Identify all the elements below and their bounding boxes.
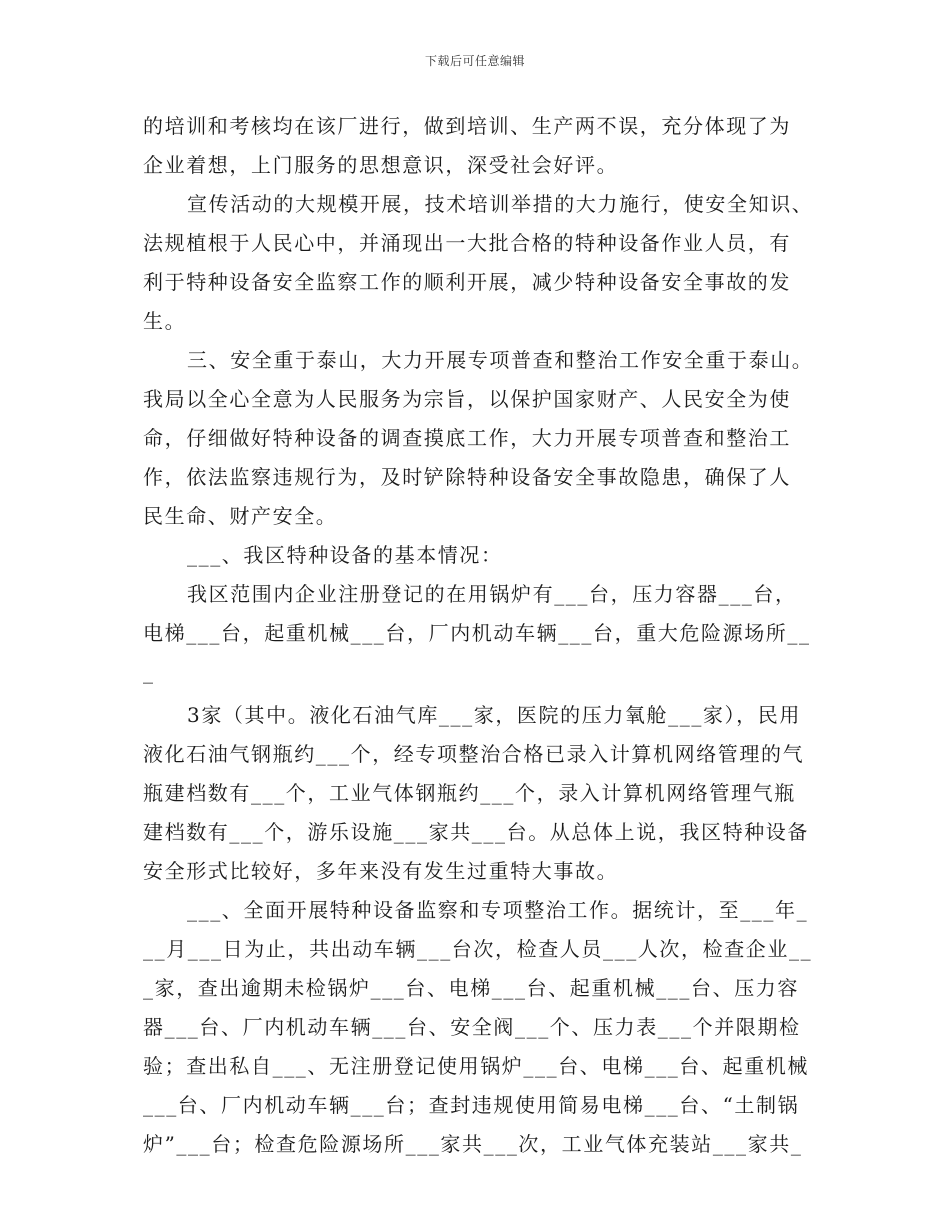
text-line: 建档数有___个，游乐设施___家共___台。从总体上说，我区特种设备	[143, 820, 809, 844]
text-line: 瓶建档数有___个，工业气体钢瓶约___个，录入计算机网络管理气瓶	[143, 781, 796, 805]
text-line: 民生命、财产安全。	[143, 504, 338, 528]
text-line: 电梯___台，起重机械___台，厂内机动车辆___台，重大危险源场所__	[143, 621, 811, 645]
paragraph-start-line: ___、全面开展特种设备监察和专项整治工作。据统计，至___年_	[187, 898, 809, 922]
text-line: 我局以全心全意为人民服务为宗旨，以保护国家财产、人民安全为使	[143, 387, 791, 411]
text-line: 炉”___台；检查危险源场所___家共___次，工业气体充装站___家共_	[143, 1132, 803, 1156]
text-line: 企业着想，上门服务的思想意识，深受社会好评。	[143, 153, 619, 177]
text-line: 验；查出私自___、无注册登记使用锅炉___台、电梯___台、起重机械	[143, 1054, 809, 1078]
text-line: 安全形式比较好，多年来没有发生过重特大事故。	[143, 859, 619, 883]
text-line: 的培训和考核均在该厂进行，做到培训、生产两不误，充分体现了为	[143, 114, 791, 138]
text-line: 器___台、厂内机动车辆___台、安全阀___个、压力表___个并限期检	[143, 1015, 801, 1039]
paragraph-start-line: 我区范围内企业注册登记的在用锅炉有___台，压力容器___台，	[187, 582, 797, 606]
document-body	[143, 107, 813, 1164]
text-line: ___台、厂内机动车辆___台；查封违规使用简易电梯___台、“土制锅	[143, 1093, 800, 1117]
text-line: 法规植根于人民心中，并涌现出一大批合格的特种设备作业人员，有	[143, 231, 791, 255]
text-line: 利于特种设备安全监察工作的顺利开展，减少特种设备安全事故的发	[143, 270, 791, 294]
text-line: _家，查出逾期未检锅炉___台、电梯___台、起重机械___台、压力容	[143, 976, 799, 1000]
text-line: 生。	[143, 309, 187, 333]
text-line: _	[143, 660, 155, 684]
text-line: 命，仔细做好特种设备的调查摸底工作，大力开展专项普查和整治工	[143, 426, 791, 450]
text-line: 作，依法监察违规行为，及时铲除特种设备安全事故隐患，确保了人	[143, 465, 791, 489]
text-line: 液化石油气钢瓶约___个，经专项整治合格已录入计算机网络管理的气	[143, 742, 805, 766]
paragraph-start-line: 三、安全重于泰山，大力开展专项普查和整治工作安全重于泰山。	[187, 348, 814, 372]
page-header: 下载后可任意编辑	[424, 54, 525, 68]
text-line: __月___日为止，共出动车辆___台次，检查人员___人次，检查企业__	[143, 937, 813, 961]
section-heading-line: ___、我区特种设备的基本情况：	[187, 543, 503, 567]
paragraph-start-line: 宣传活动的大规模开展，技术培训举措的大力施行，使安全知识、	[187, 192, 814, 216]
paragraph-start-line: 3家（其中。液化石油气库___家，医院的压力氧舱___家），民用	[187, 703, 801, 727]
